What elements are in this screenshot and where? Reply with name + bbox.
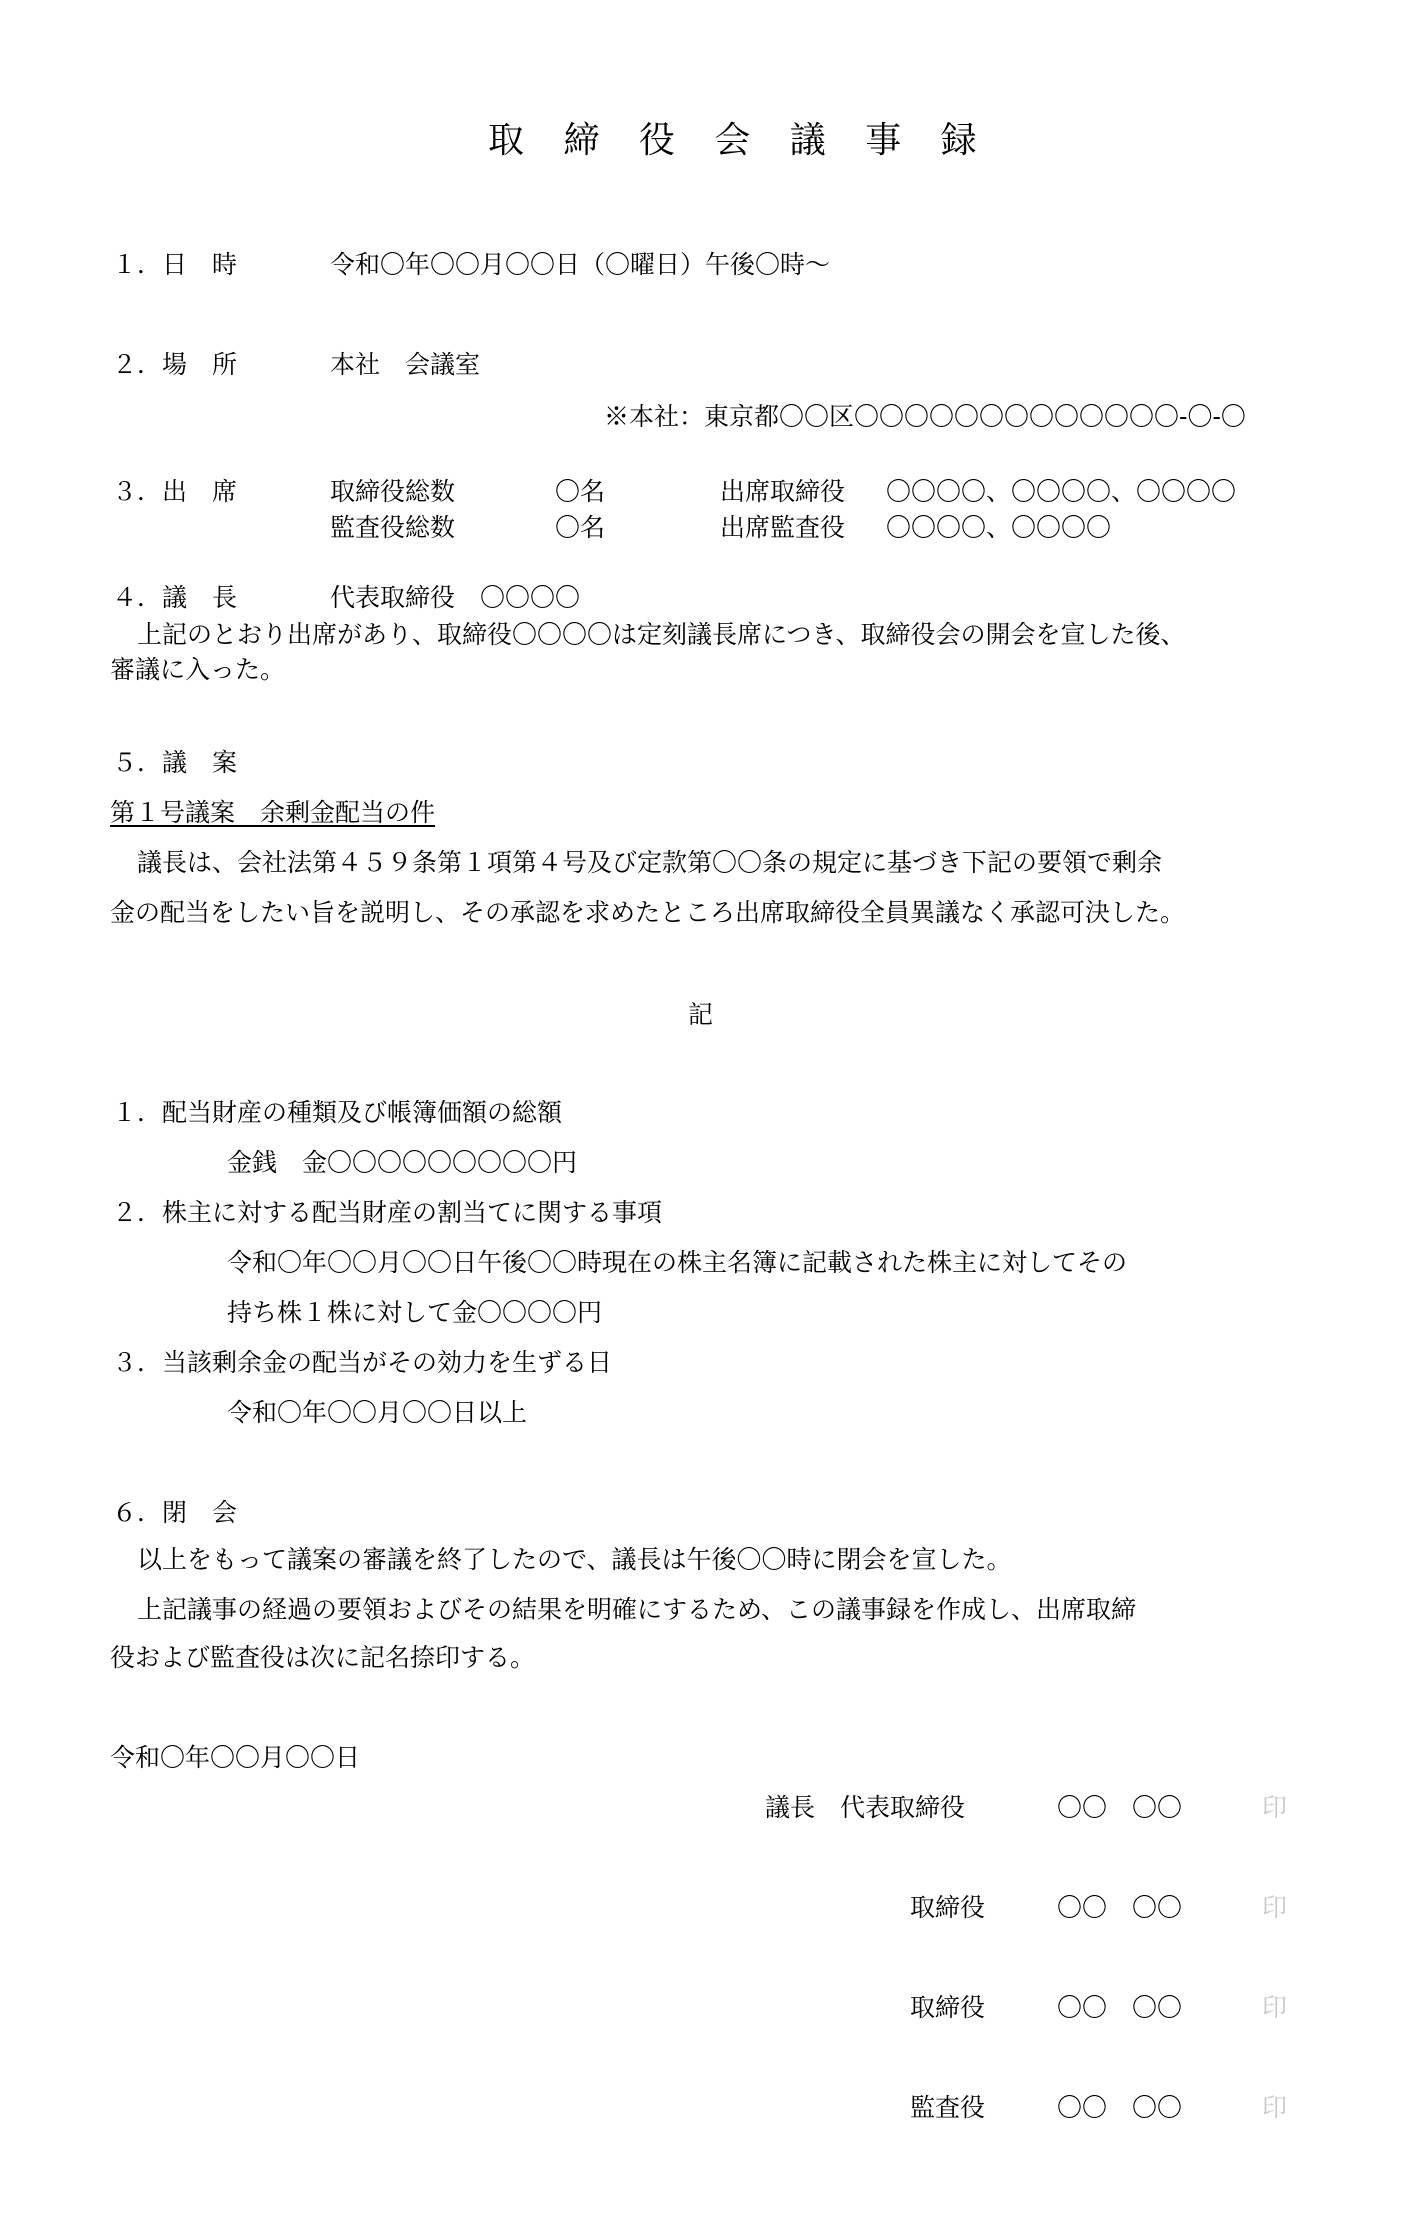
section-6-line2: 上記議事の経過の要領およびその結果を明確にするため、この議事録を作成し、出席取締 [137, 1595, 1137, 1624]
directors-total: 〇名 [555, 477, 606, 506]
section-4-label: ４．議 長 [112, 583, 238, 612]
attending-auditors: 〇〇〇〇、〇〇〇〇 [886, 513, 1112, 542]
signature-name: 〇〇 〇〇 [1057, 1893, 1183, 1922]
item-2-title: ２．株主に対する配当財産の割当てに関する事項 [112, 1198, 663, 1227]
signature-name: 〇〇 〇〇 [1057, 1793, 1183, 1822]
section-5-label: ５．議 案 [112, 748, 238, 777]
item-2-line2: 持ち株１株に対して金〇〇〇〇円 [227, 1298, 603, 1327]
item-2-line1: 令和〇年〇〇月〇〇日午後〇〇時現在の株主名簿に記載された株主に対してその [227, 1248, 1128, 1277]
item-3-value: 令和〇年〇〇月〇〇日以上 [227, 1398, 528, 1427]
item-1-value: 金銭 金〇〇〇〇〇〇〇〇〇円 [227, 1148, 578, 1177]
seal-mark: 印 [1262, 1793, 1288, 1822]
meeting-datetime: 令和〇年〇〇月〇〇日（〇曜日）午後〇時～ [330, 250, 831, 279]
ki-heading: 記 [688, 1000, 714, 1029]
section-4-body-line2: 審議に入った。 [110, 655, 286, 684]
attending-directors-label: 出席取締役 [720, 477, 846, 506]
document-title: 取 締 役 会 議 事 録 [488, 120, 991, 161]
proposal-title: 第１号議案 余剰金配当の件 [110, 798, 436, 827]
signature-role: 議長 代表取締役 [765, 1793, 966, 1822]
seal-mark: 印 [1262, 1993, 1288, 2022]
auditors-total: 〇名 [555, 513, 606, 542]
section-6-label: ６．閉 会 [112, 1498, 238, 1527]
meeting-place: 本社 会議室 [330, 350, 481, 379]
proposal-body-line2: 金の配当をしたい旨を説明し、その承認を求めたところ出席取締役全員異議なく承認可決した。 [110, 898, 1186, 927]
section-6-line1: 以上をもって議案の審議を終了したので、議長は午後〇〇時に閉会を宣した。 [137, 1545, 1012, 1574]
signature-role: 取締役 [910, 1893, 986, 1922]
document-date: 令和〇年〇〇月〇〇日 [110, 1743, 361, 1772]
item-3-title: ３．当該剰余金の配当がその効力を生ずる日 [112, 1348, 613, 1377]
proposal-body-line1: 議長は、会社法第４５９条第１項第４号及び定款第〇〇条の規定に基づき下記の要領で剰余 [137, 848, 1163, 877]
section-6-line3: 役および監査役は次に記名捺印する。 [110, 1643, 536, 1672]
signature-role: 監査役 [910, 2093, 986, 2122]
section-1-label: １．日 時 [112, 250, 238, 279]
place-address-note: ※本社：東京都〇〇区〇〇〇〇〇〇〇〇〇〇〇〇〇-〇-〇 [604, 402, 1246, 431]
seal-mark: 印 [1262, 2093, 1288, 2122]
attending-directors: 〇〇〇〇、〇〇〇〇、〇〇〇〇 [886, 477, 1237, 506]
section-4-body-line1: 上記のとおり出席があり、取締役〇〇〇〇は定刻議長席につき、取締役会の開会を宣した後、 [137, 620, 1186, 649]
section-3-label: ３．出 席 [112, 477, 238, 506]
item-1-title: １．配当財産の種類及び帳簿価額の総額 [112, 1098, 563, 1127]
attending-auditors-label: 出席監査役 [720, 513, 846, 542]
section-2-label: ２．場 所 [112, 350, 238, 379]
auditors-total-label: 監査役総数 [330, 513, 456, 542]
directors-total-label: 取締役総数 [330, 477, 456, 506]
signature-role: 取締役 [910, 1993, 986, 2022]
seal-mark: 印 [1262, 1893, 1288, 1922]
chairperson: 代表取締役 〇〇〇〇 [330, 583, 581, 612]
signature-name: 〇〇 〇〇 [1057, 1993, 1183, 2022]
signature-name: 〇〇 〇〇 [1057, 2093, 1183, 2122]
